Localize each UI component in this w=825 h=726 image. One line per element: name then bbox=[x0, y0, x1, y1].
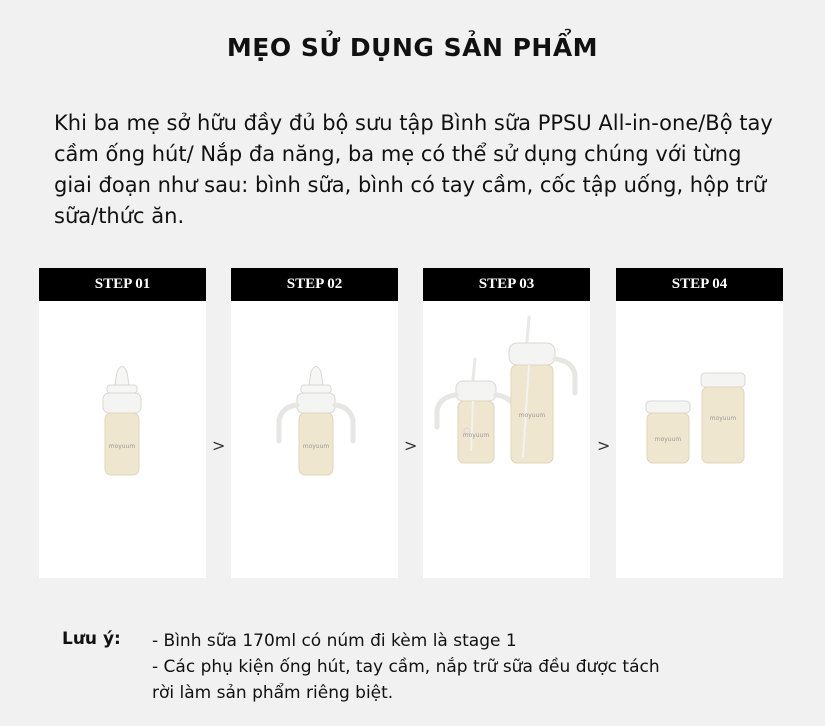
arrow-3: > bbox=[597, 436, 611, 455]
brand-logo: moyuum bbox=[302, 443, 330, 450]
note-line-2: - Các phụ kiện ống hút, tay cầm, nắp trữ sữa đều được tách bbox=[152, 657, 660, 677]
step-card-4 bbox=[616, 268, 783, 578]
note-line-3: rời làm sản phẩm riêng biệt. bbox=[152, 683, 394, 703]
storage-container-image bbox=[616, 301, 783, 578]
step-card-3 bbox=[423, 268, 590, 578]
baby-bottle-image bbox=[39, 301, 206, 578]
note-line-1: - Bình sữa 170ml có núm đi kèm là stage 1 bbox=[152, 631, 517, 651]
arrow-2: > bbox=[404, 436, 418, 455]
brand-logo: moyuum bbox=[654, 436, 682, 443]
note-label: Lưu ý: bbox=[62, 629, 121, 649]
step-header: STEP 02 bbox=[231, 268, 398, 301]
step-header: STEP 03 bbox=[423, 268, 590, 301]
step-card-1 bbox=[39, 268, 206, 578]
brand-logo: moyuum bbox=[518, 412, 546, 419]
straw-cup-image bbox=[423, 301, 590, 578]
page-title: MẸO SỬ DỤNG SẢN PHẨM bbox=[226, 33, 599, 62]
arrow-1: > bbox=[212, 436, 226, 455]
step-card-2 bbox=[231, 268, 398, 578]
intro-paragraph: Khi ba mẹ sở hữu đầy đủ bộ sưu tập Bình sữa PPSU All-in-one/Bộ tay cầm ống hút/ Nắp đa năng, ba mẹ có thể sử dụng chúng với từng giai đoạn như sau: bình sữa, bình có tay cầm, cốc tập uống, hộp trữ sữa/thức ăn. bbox=[54, 111, 773, 228]
step-header: STEP 04 bbox=[616, 268, 783, 301]
step-header: STEP 01 bbox=[39, 268, 206, 301]
brand-logo: moyuum bbox=[108, 443, 136, 450]
brand-logo: moyuum bbox=[709, 415, 737, 422]
brand-logo: moyuum bbox=[462, 432, 490, 439]
handle-bottle-image bbox=[231, 301, 398, 578]
